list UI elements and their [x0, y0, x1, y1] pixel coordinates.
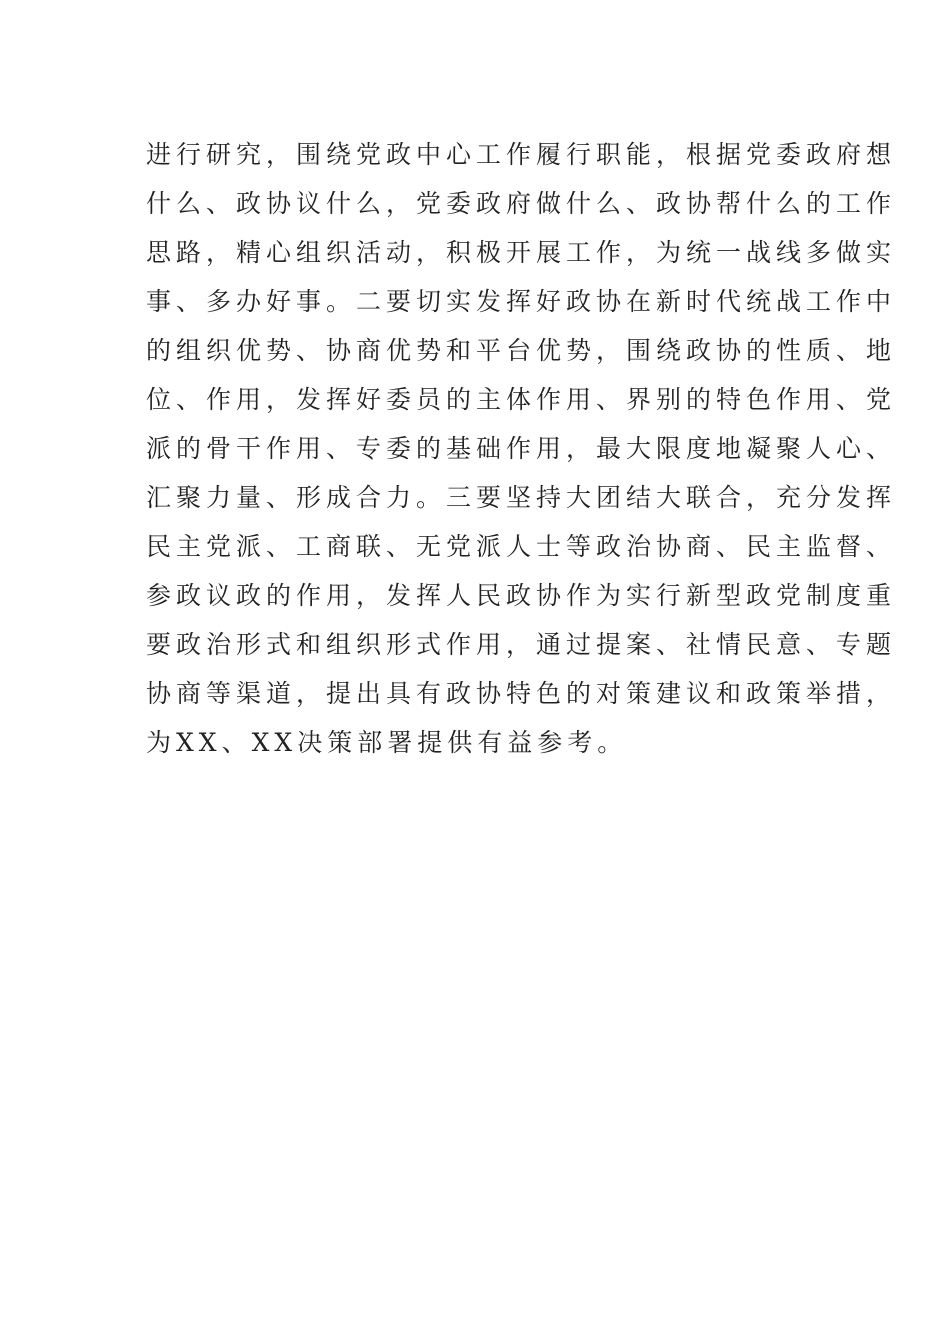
paragraph-line: 的组织优势、协商优势和平台优势，围绕政协的性质、地 [146, 336, 897, 365]
paragraph-line: 参政议政的作用，发挥人民政协作为实行新型政党制度重 [146, 581, 897, 610]
paragraph-line: 要政治形式和组织形式作用，通过提案、社情民意、专题 [146, 630, 897, 659]
paragraph-line: 什么、政协议什么，党委政府做什么、政协帮什么的工作 [146, 189, 897, 218]
paragraph-line: 进行研究，围绕党政中心工作履行职能，根据党委政府想 [146, 140, 897, 169]
paragraph-line: 事、多办好事。二要切实发挥好政协在新时代统战工作中 [146, 287, 897, 316]
body-paragraph [146, 130, 897, 767]
paragraph-line: 派的骨干作用、专委的基础作用，最大限度地凝聚人心、 [146, 434, 897, 463]
paragraph-line: 协商等渠道，提出具有政协特色的对策建议和政策举措， [146, 679, 897, 708]
paragraph-line: 为XX、XX决策部署提供有益参考。 [146, 728, 628, 757]
paragraph-line: 汇聚力量、形成合力。三要坚持大团结大联合，充分发挥 [146, 483, 897, 512]
paragraph-line: 思路，精心组织活动，积极开展工作，为统一战线多做实 [146, 238, 897, 267]
paragraph-line: 民主党派、工商联、无党派人士等政治协商、民主监督、 [146, 532, 897, 561]
paragraph-line: 位、作用，发挥好委员的主体作用、界别的特色作用、党 [146, 385, 897, 414]
